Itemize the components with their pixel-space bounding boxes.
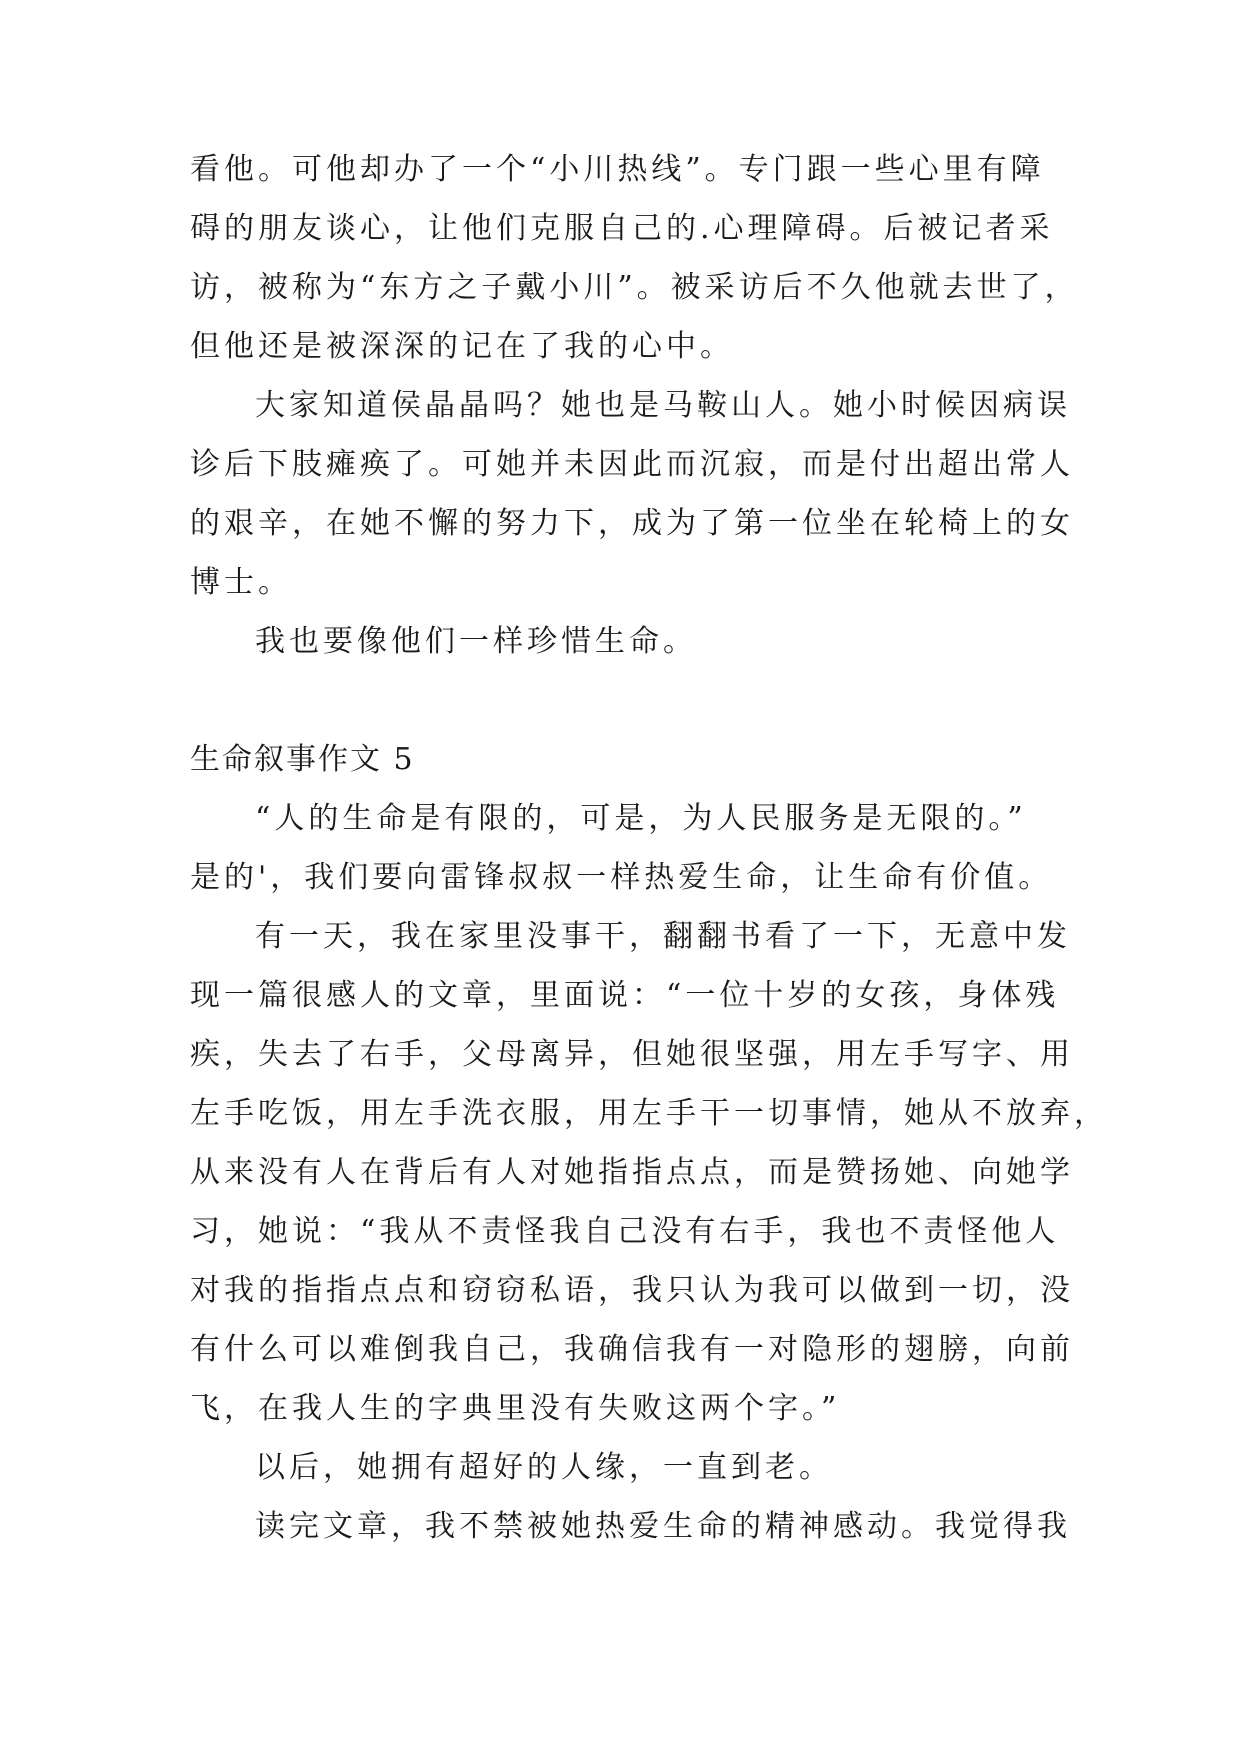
- paragraph-line: 的艰辛，在她不懈的努力下，成为了第一位坐在轮椅上的女: [190, 506, 1074, 541]
- paragraph-line: 碍的朋友谈心，让他们克服自己的.心理障碍。后被记者采: [190, 211, 1054, 246]
- paragraph-line: 以后，她拥有超好的人缘，一直到老。: [255, 1450, 833, 1485]
- paragraph-line: 有什么可以难倒我自己，我确信我有一对隐形的翅膀，向前: [190, 1332, 1074, 1367]
- paragraph-line: 但他还是被深深的记在了我的心中。: [190, 329, 734, 364]
- paragraph-line: “人的生命是有限的，可是，为人民服务是无限的。”: [255, 801, 1027, 836]
- paragraph-line: 大家知道侯晶晶吗？她也是马鞍山人。她小时候因病误: [255, 388, 1071, 423]
- paragraph-line: 现一篇很感人的文章，里面说：“一位十岁的女孩，身体残: [190, 978, 1060, 1013]
- paragraph-line: 读完文章，我不禁被她热爱生命的精神感动。我觉得我: [255, 1509, 1071, 1544]
- paragraph-line: 有一天，我在家里没事干，翻翻书看了一下，无意中发: [255, 919, 1071, 954]
- paragraph-line: 习，她说：“我从不责怪我自己没有右手，我也不责怪他人: [190, 1214, 1060, 1249]
- paragraph-line: 飞，在我人生的字典里没有失败这两个字。”: [190, 1391, 841, 1426]
- paragraph-line: 诊后下肢瘫痪了。可她并未因此而沉寂，而是付出超出常人: [190, 447, 1074, 482]
- paragraph-line: 疾，失去了右手，父母离异，但她很坚强，用左手写字、用: [190, 1037, 1074, 1072]
- paragraph-line: 是的'，我们要向雷锋叔叔一样热爱生命，让生命有价值。: [190, 860, 1053, 895]
- section-heading: 生命叙事作文 5: [190, 742, 415, 777]
- paragraph-line: 博士。: [190, 565, 292, 600]
- paragraph-line: 我也要像他们一样珍惜生命。: [255, 624, 697, 659]
- paragraph-line: 访，被称为“东方之子戴小川”。被采访后不久他就去世了，: [190, 270, 1079, 305]
- paragraph-line: 从来没有人在背后有人对她指指点点，而是赞扬她、向她学: [190, 1155, 1074, 1190]
- paragraph-line: 看他。可他却办了一个“小川热线”。专门跟一些心里有障: [190, 152, 1045, 187]
- paragraph-line: 左手吃饭，用左手洗衣服，用左手干一切事情，她从不放弃，: [190, 1096, 1108, 1131]
- paragraph-line: 对我的指指点点和窃窃私语，我只认为我可以做到一切，没: [190, 1273, 1074, 1308]
